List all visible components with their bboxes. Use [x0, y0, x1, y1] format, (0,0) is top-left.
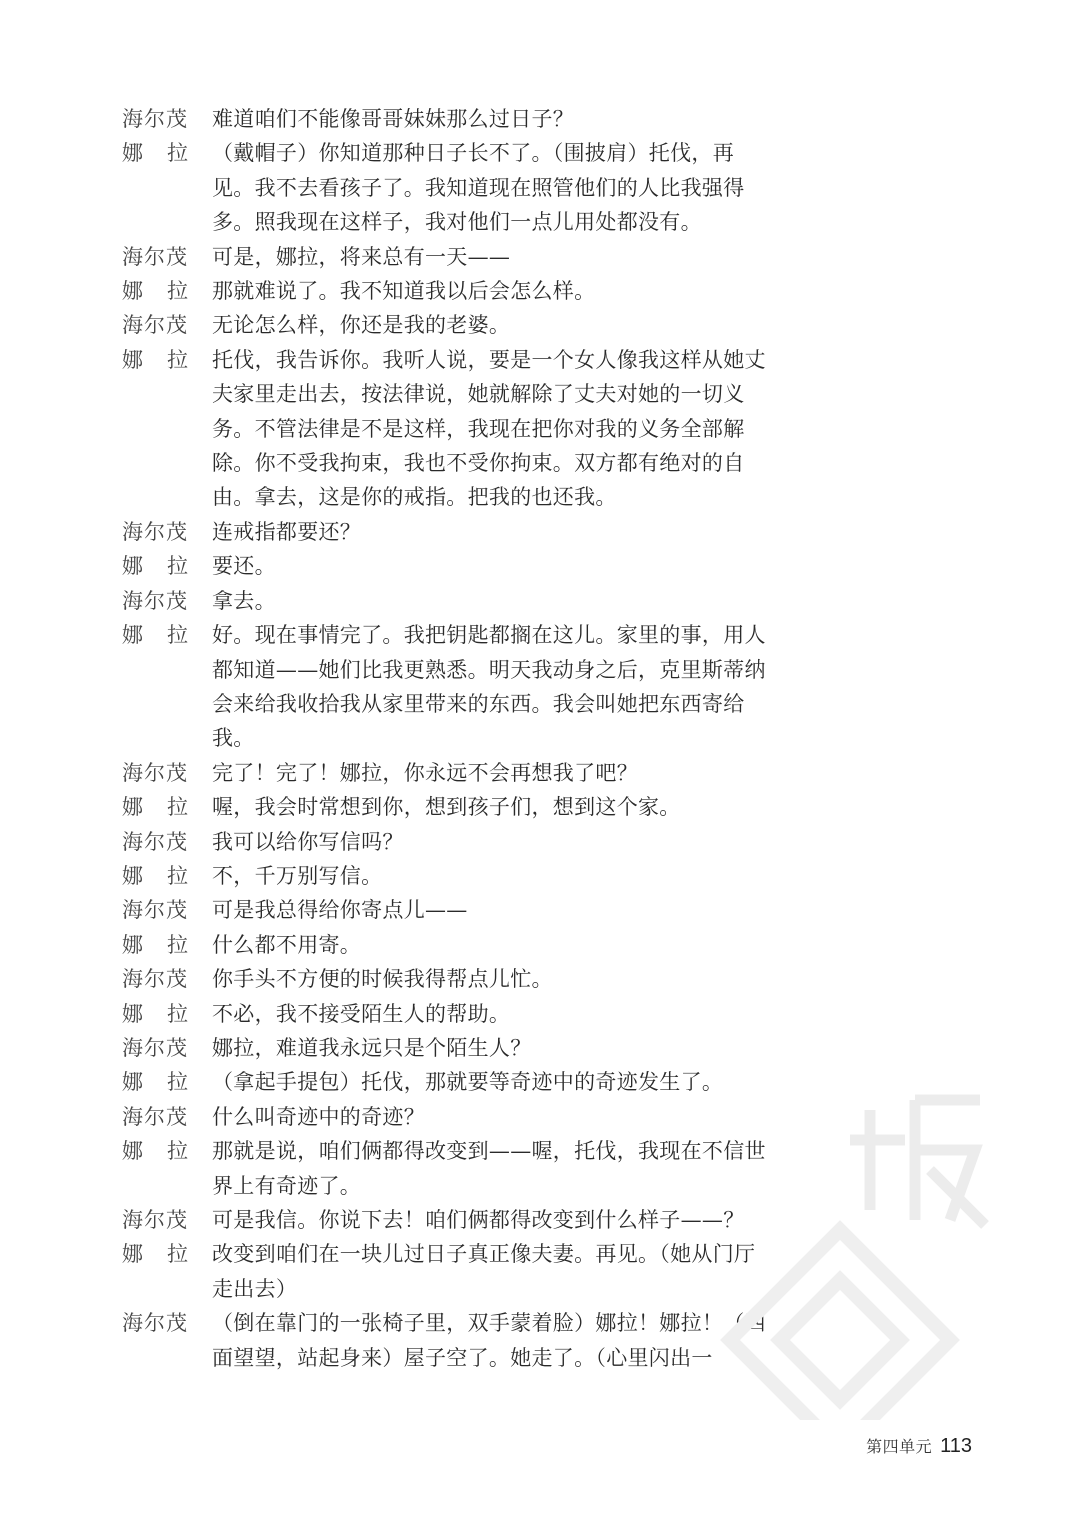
- speaker-name: 娜 拉: [122, 279, 188, 304]
- dialogue-line: [122, 240, 772, 274]
- dialogue-line: [122, 136, 772, 239]
- speaker-name: 海尔茂: [122, 1104, 188, 1129]
- speech-text: （戴帽子）你知道那种日子长不了。（围披肩）托伐，再见。我不去看孩子了。我知道现在照管他们的人比我强得多。照我现在这样子，我对他们一点儿用处都没有。: [212, 141, 745, 235]
- dialogue-line: [122, 1065, 772, 1099]
- dialogue-line: [122, 1237, 772, 1306]
- dialogue-line: [122, 997, 772, 1031]
- speaker-name: 娜 拉: [122, 141, 188, 166]
- speaker-name: 海尔茂: [122, 898, 188, 923]
- dialogue-line: [122, 756, 772, 790]
- speaker-name: 娜 拉: [122, 932, 188, 957]
- speech-text: 喔，我会时常想到你，想到孩子们，想到这个家。: [212, 795, 681, 820]
- speech-text: 好。现在事情完了。我把钥匙都搁在这儿。家里的事，用人都知道——她们比我更熟悉。明天我动身之后，克里斯蒂纳会来给我收拾我从家里带来的东西。我会叫她把东西寄给我。: [212, 623, 766, 751]
- speech-text: 拿去。: [212, 588, 276, 613]
- speech-text: 什么叫奇迹中的奇迹？: [212, 1104, 425, 1129]
- speech-text: 连戒指都要还？: [212, 519, 362, 544]
- speaker-name: 海尔茂: [122, 244, 188, 269]
- speaker-name: 海尔茂: [122, 967, 188, 992]
- speaker-name: 海尔茂: [122, 1311, 188, 1336]
- speech-text: 可是我总得给你寄点儿——: [212, 898, 468, 923]
- speech-text: 可是我信。你说下去！咱们俩都得改变到什么样子——？: [212, 1208, 745, 1232]
- dialogue-line: [122, 1031, 772, 1065]
- speaker-name: 海尔茂: [122, 588, 188, 613]
- speech-text: （倒在靠门的一张椅子里，双手蒙着脸）娜拉！娜拉！（四面望望，站起身来）屋子空了。她走了。（心里闪出一: [212, 1311, 766, 1370]
- dialogue-line: [122, 859, 772, 893]
- speech-text: 我可以给你写信吗？: [212, 829, 404, 854]
- dialogue-line: [122, 102, 772, 136]
- speech-text: 那就是说，咱们俩都得改变到——喔，托伐，我现在不信世界上有奇迹了。: [212, 1139, 766, 1198]
- speech-text: 难道咱们不能像哥哥妹妹那么过日子？: [212, 107, 575, 131]
- dialogue-line: [122, 308, 772, 342]
- speech-text: 托伐，我告诉你。我听人说，要是一个女人像我这样从她丈夫家里走出去，按法律说，她就解除了丈夫对她的一切义务。不管法律是不是这样，我现在把你对我的义务全部解除。你不受我拘束，我也不受你拘束。双方都有绝对的自由。拿去，这是你的戒指。把我的也还我。: [212, 347, 766, 510]
- speech-text: 你手头不方便的时候我得帮点儿忙。: [212, 967, 553, 992]
- speaker-name: 娜 拉: [122, 1070, 188, 1095]
- unit-label: 第四单元: [866, 1437, 933, 1456]
- speaker-name: 海尔茂: [122, 1035, 188, 1060]
- speech-text: 不必，我不接受陌生人的帮助。: [212, 1001, 511, 1026]
- speech-text: 娜拉，难道我永远只是个陌生人？: [212, 1035, 532, 1060]
- speech-text: 什么都不用寄。: [212, 932, 362, 957]
- speaker-name: 娜 拉: [122, 863, 188, 888]
- speaker-name: 娜 拉: [122, 1001, 188, 1026]
- speech-text: 完了！完了！娜拉，你永远不会再想我了吧？: [212, 760, 638, 785]
- speaker-name: 娜 拉: [122, 554, 188, 579]
- speech-text: 要还。: [212, 554, 276, 579]
- dialogue-line: [122, 825, 772, 859]
- speaker-name: 海尔茂: [122, 519, 188, 544]
- speaker-name: 海尔茂: [122, 829, 188, 854]
- dialogue-line: [122, 515, 772, 549]
- speaker-name: 娜 拉: [122, 795, 188, 820]
- dialogue-block: [122, 102, 772, 1375]
- speaker-name: 娜 拉: [122, 623, 188, 648]
- speaker-name: 海尔茂: [122, 313, 188, 338]
- page-number: 113: [940, 1435, 972, 1457]
- dialogue-line: [122, 893, 772, 927]
- speaker-name: 海尔茂: [122, 1208, 188, 1232]
- speech-text: 可是，娜拉，将来总有一天——: [212, 244, 511, 269]
- speech-text: 不，千万别写信。: [212, 863, 383, 888]
- speaker-name: 娜 拉: [122, 1242, 188, 1267]
- dialogue-line: [122, 274, 772, 308]
- page-footer: [866, 1434, 972, 1458]
- speech-text: 那就难说了。我不知道我以后会怎么样。: [212, 279, 596, 304]
- speaker-name: 海尔茂: [122, 107, 188, 131]
- dialogue-line: [122, 1100, 772, 1134]
- dialogue-line: [122, 1203, 772, 1237]
- dialogue-line: [122, 584, 772, 618]
- dialogue-line: [122, 790, 772, 824]
- dialogue-line: [122, 1306, 772, 1375]
- speech-text: （拿起手提包）托伐，那就要等奇迹中的奇迹发生了。: [212, 1070, 724, 1095]
- dialogue-line: [122, 343, 772, 515]
- speaker-name: 海尔茂: [122, 760, 188, 785]
- speech-text: 改变到咱们在一块儿过日子真正像夫妻。再见。（她从门厅走出去）: [212, 1242, 756, 1301]
- dialogue-line: [122, 618, 772, 756]
- speech-text: 无论怎么样，你还是我的老婆。: [212, 313, 511, 338]
- dialogue-line: [122, 962, 772, 996]
- speaker-name: 娜 拉: [122, 347, 188, 372]
- dialogue-line: [122, 1134, 772, 1203]
- dialogue-line: [122, 549, 772, 583]
- speaker-name: 娜 拉: [122, 1139, 188, 1164]
- dialogue-line: [122, 928, 772, 962]
